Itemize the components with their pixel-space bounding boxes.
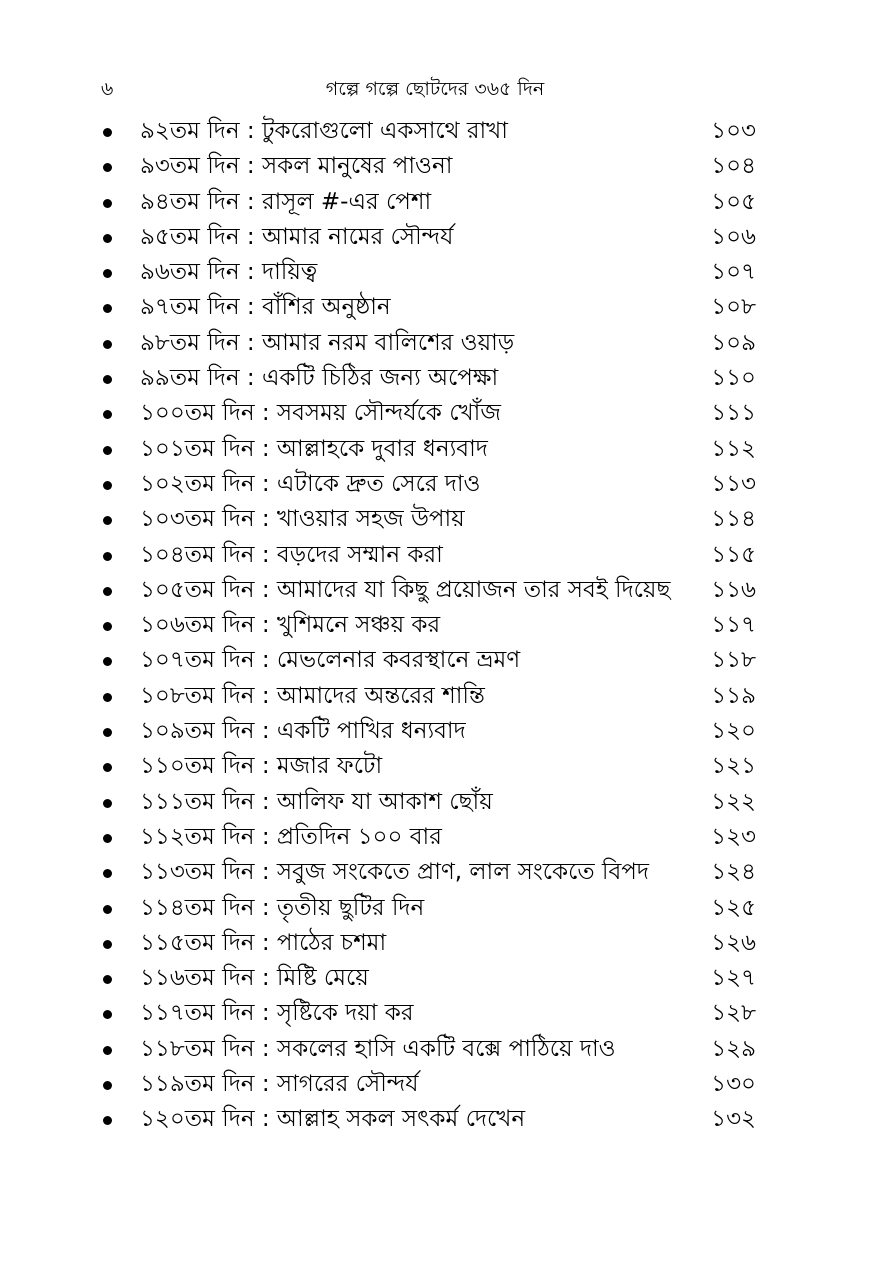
toc-entry-title: ১০৮তম দিন : আমাদের অন্তরের শান্তি <box>140 682 485 709</box>
toc-entry-page: ১০৫ <box>711 188 756 215</box>
toc-entry-page: ১২৪ <box>711 859 756 886</box>
toc-entry-page: ১২২ <box>711 788 756 815</box>
toc-entry-title: ১০০তম দিন : সবসময় সৌন্দর্যকে খোঁজ <box>140 400 501 427</box>
toc-entry-page: ১১২ <box>711 435 756 462</box>
toc-entry <box>0 608 870 643</box>
toc-entry <box>0 432 870 467</box>
toc-entry-title: ১১৬তম দিন : মিষ্টি মেয়ে <box>140 965 369 992</box>
toc-entry <box>0 326 870 361</box>
toc-entry <box>0 396 870 431</box>
toc-entry <box>0 891 870 926</box>
toc-entry-title: ১০৯তম দিন : একটি পাখির ধন্যবাদ <box>140 718 466 745</box>
toc-entry <box>0 114 870 149</box>
toc-entry-page: ১২৫ <box>711 894 756 921</box>
toc-entry-title: ৯৫তম দিন : আমার নামের সৌন্দর্য <box>140 223 454 250</box>
toc-entry-title: ৯৯তম দিন : একটি চিঠির জন্য অপেক্ষা <box>140 365 499 392</box>
toc-entry-title: ৯৩তম দিন : সকল মানুষের পাওনা <box>140 153 453 180</box>
toc-entry <box>0 679 870 714</box>
table-of-contents <box>0 114 870 1138</box>
bullet-icon <box>103 552 112 561</box>
bullet-icon <box>103 763 112 772</box>
toc-entry <box>0 926 870 961</box>
bullet-icon <box>103 1116 112 1125</box>
toc-entry-page: ১১৪ <box>711 506 756 533</box>
toc-entry-title: ১০৪তম দিন : বড়দের সম্মান করা <box>140 541 443 568</box>
toc-entry-page: ১১৫ <box>711 541 756 568</box>
bullet-icon <box>103 693 112 702</box>
toc-entry <box>0 361 870 396</box>
toc-entry-title: ১১৭তম দিন : সৃষ্টিকে দয়া কর <box>140 1000 414 1027</box>
toc-entry-page: ১২৯ <box>711 1035 756 1062</box>
toc-entry <box>0 820 870 855</box>
page-header <box>0 74 870 104</box>
bullet-icon <box>103 269 112 278</box>
toc-entry <box>0 185 870 220</box>
toc-entry-page: ১০৩ <box>711 118 756 144</box>
toc-entry-title: ১০৩তম দিন : খাওয়ার সহজ উপায় <box>140 506 465 533</box>
book-title: গল্পে গল্পে ছোটদের ৩৬৫ দিন <box>325 78 545 100</box>
toc-entry-page: ১০৭ <box>711 259 756 286</box>
toc-entry <box>0 502 870 537</box>
toc-entry-page: ১১৬ <box>711 576 756 603</box>
bullet-icon <box>103 375 112 384</box>
toc-entry <box>0 290 870 325</box>
toc-entry <box>0 255 870 290</box>
toc-entry-page: ১২৩ <box>711 823 756 850</box>
toc-entry-page: ১২৮ <box>711 1000 756 1027</box>
toc-entry <box>0 643 870 678</box>
bullet-icon <box>103 163 112 172</box>
bullet-icon <box>103 128 112 137</box>
toc-entry <box>0 714 870 749</box>
toc-entry-page: ১৩২ <box>711 1106 756 1133</box>
toc-entry-title: ১২০তম দিন : আল্লাহ সকল সৎকর্ম দেখেন <box>140 1106 526 1133</box>
toc-entry <box>0 149 870 184</box>
bullet-icon <box>103 481 112 490</box>
toc-entry <box>0 749 870 784</box>
bullet-icon <box>103 516 112 525</box>
toc-entry <box>0 1102 870 1137</box>
toc-entry-title: ১০৭তম দিন : মেভলেনার কবরস্থানে ভ্রমণ <box>140 647 521 674</box>
toc-entry-page: ১০৯ <box>711 329 756 356</box>
bullet-icon <box>103 1046 112 1055</box>
toc-entry-page: ১২৬ <box>711 929 756 956</box>
toc-entry-page: ১১০ <box>711 365 756 392</box>
toc-entry <box>0 996 870 1031</box>
toc-entry-page: ১২১ <box>711 753 756 780</box>
toc-entry-page: ১১৭ <box>711 612 756 639</box>
toc-entry <box>0 855 870 890</box>
toc-entry-title: ১১৮তম দিন : সকলের হাসি একটি বক্সে পাঠিয়ে দাও <box>140 1035 616 1062</box>
toc-entry-title: ৯৭তম দিন : বাঁশির অনুষ্ঠান <box>140 294 391 321</box>
toc-entry <box>0 573 870 608</box>
page-number: ৬ <box>101 78 114 100</box>
toc-entry-title: ১১৩তম দিন : সবুজ সংকেতে প্রাণ, লাল সংকেতে বিপদ <box>140 859 649 886</box>
bullet-icon <box>103 199 112 208</box>
bullet-icon <box>103 234 112 243</box>
toc-entry-title: ৯৬তম দিন : দায়িত্ব <box>140 259 318 286</box>
toc-entry-title: ৯৮তম দিন : আমার নরম বালিশের ওয়াড় <box>140 329 515 356</box>
bullet-icon <box>103 869 112 878</box>
toc-entry-page: ১২০ <box>711 718 756 745</box>
bullet-icon <box>103 940 112 949</box>
toc-entry-page: ১০৬ <box>711 223 756 250</box>
toc-entry-title: ১১২তম দিন : প্রতিদিন ১০০ বার <box>140 823 442 850</box>
toc-entry-page: ১১৮ <box>711 647 756 674</box>
toc-entry-page: ১১৯ <box>711 682 756 709</box>
toc-entry <box>0 961 870 996</box>
bullet-icon <box>103 622 112 631</box>
toc-entry-title: ১১৪তম দিন : তৃতীয় ছুটির দিন <box>140 894 425 921</box>
toc-entry-title: ১০৫তম দিন : আমাদের যা কিছু প্রয়োজন তার সবই দিয়েছ <box>140 576 671 603</box>
toc-entry-title: ১১১তম দিন : আলিফ যা আকাশ ছোঁয় <box>140 788 493 815</box>
bullet-icon <box>103 304 112 313</box>
bullet-icon <box>103 905 112 914</box>
toc-entry-title: ১০১তম দিন : আল্লাহকে দুবার ধন্যবাদ <box>140 435 488 462</box>
toc-entry <box>0 538 870 573</box>
toc-entry-title: ১১৫তম দিন : পাঠের চশমা <box>140 929 387 956</box>
toc-entry-title: ১০৬তম দিন : খুশিমনে সঞ্চয় কর <box>140 612 441 639</box>
bullet-icon <box>103 728 112 737</box>
toc-entry-page: ১০৪ <box>711 153 756 180</box>
toc-entry-title: ১০২তম দিন : এটাকে দ্রুত সেরে দাও <box>140 470 481 497</box>
toc-entry-title: ৯৪তম দিন : রাসূল #-এর পেশা <box>140 188 432 215</box>
bullet-icon <box>103 1081 112 1090</box>
toc-entry <box>0 785 870 820</box>
toc-entry <box>0 220 870 255</box>
toc-entry-page: ১১৩ <box>711 470 756 497</box>
toc-entry <box>0 1032 870 1067</box>
bullet-icon <box>103 587 112 596</box>
bullet-icon <box>103 834 112 843</box>
toc-entry <box>0 1067 870 1102</box>
bullet-icon <box>103 657 112 666</box>
bullet-icon <box>103 1010 112 1019</box>
toc-entry-title: ৯২তম দিন : টুকরোগুলো একসাথে রাখা <box>140 118 508 144</box>
toc-entry <box>0 467 870 502</box>
toc-entry-page: ১০৮ <box>711 294 756 321</box>
bullet-icon <box>103 975 112 984</box>
toc-entry-page: ১৩০ <box>711 1071 756 1098</box>
toc-entry-title: ১১৯তম দিন : সাগরের সৌন্দর্য <box>140 1071 419 1098</box>
bullet-icon <box>103 340 112 349</box>
toc-entry-page: ১২৭ <box>711 965 756 992</box>
bullet-icon <box>103 799 112 808</box>
bullet-icon <box>103 410 112 419</box>
toc-entry-title: ১১০তম দিন : মজার ফটো <box>140 753 383 780</box>
toc-entry-page: ১১১ <box>711 400 756 427</box>
bullet-icon <box>103 446 112 455</box>
